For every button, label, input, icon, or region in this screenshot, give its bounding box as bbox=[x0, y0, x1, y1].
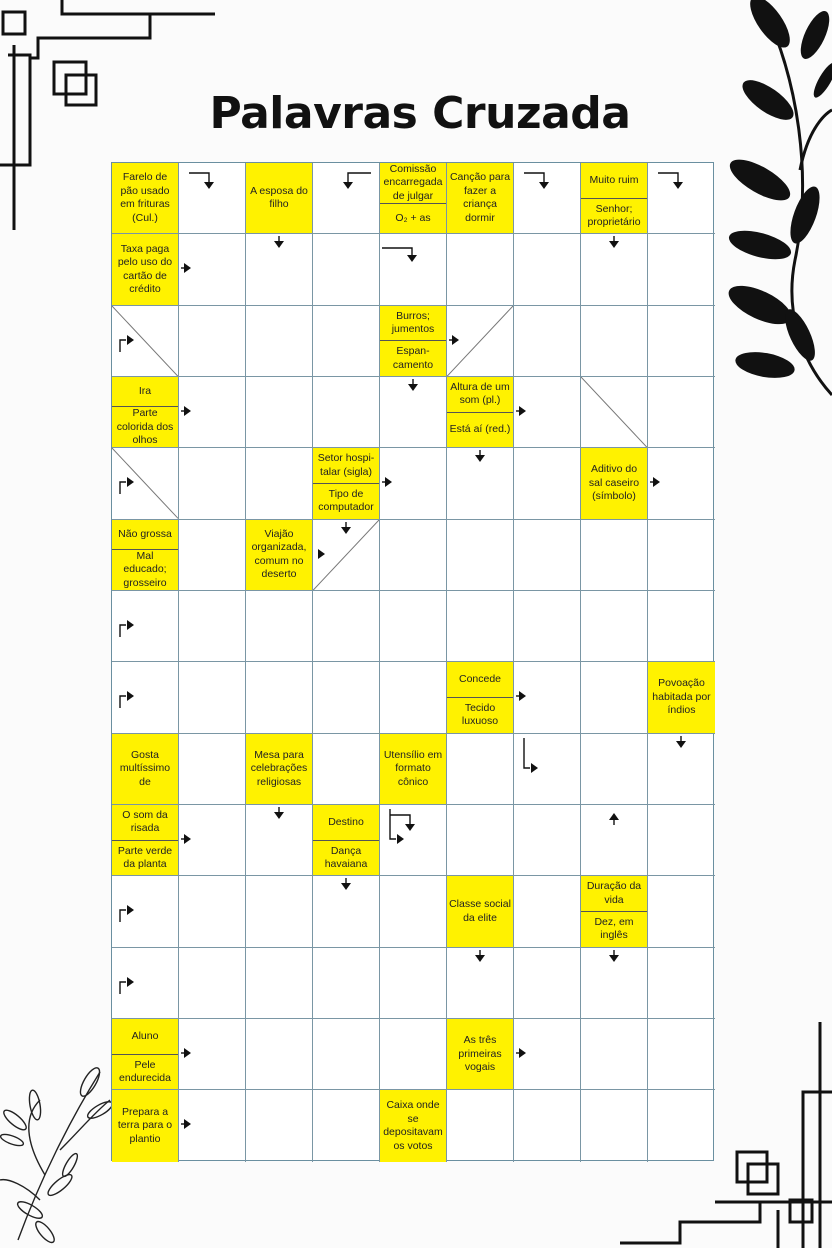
grid-cell[interactable] bbox=[112, 948, 179, 1019]
grid-cell[interactable] bbox=[246, 805, 313, 876]
arrow-down-icon bbox=[447, 948, 514, 1019]
grid-cell[interactable] bbox=[179, 1019, 246, 1090]
grid-cell[interactable] bbox=[246, 234, 313, 305]
grid-cell[interactable] bbox=[112, 306, 179, 377]
arrow-right-down-icon bbox=[648, 163, 715, 234]
grid-cell[interactable] bbox=[581, 948, 648, 1019]
clue-cell bbox=[447, 377, 514, 448]
clue-text: Tecido luxuoso bbox=[447, 697, 513, 733]
clue-text: Tipo de computador bbox=[313, 483, 379, 519]
clue-cell bbox=[380, 734, 447, 805]
clue-cell bbox=[581, 448, 648, 519]
arrow-down-icon bbox=[581, 234, 648, 305]
clue-cell bbox=[246, 734, 313, 805]
arrow-right-icon bbox=[179, 377, 246, 448]
grid-cell[interactable] bbox=[514, 662, 581, 733]
grid-cell[interactable] bbox=[581, 662, 648, 733]
clue-text: Dança havaiana bbox=[313, 840, 379, 876]
clue-cell bbox=[581, 163, 648, 234]
grid-cell[interactable] bbox=[112, 591, 179, 662]
grid-cell[interactable] bbox=[514, 948, 581, 1019]
clue-cell bbox=[112, 805, 179, 876]
clue-cell bbox=[447, 1019, 514, 1090]
clue-text: Senhor; proprietário bbox=[581, 198, 647, 234]
arrow-down-icon bbox=[246, 234, 313, 305]
clue-text: Utensílio em formato cônico bbox=[383, 748, 443, 788]
clue-text: Gosta multíssimo de bbox=[119, 748, 171, 788]
grid-cell[interactable] bbox=[313, 1090, 380, 1161]
grid-cell[interactable] bbox=[246, 1090, 313, 1161]
grid-cell[interactable] bbox=[581, 591, 648, 662]
clue-cell bbox=[581, 876, 648, 947]
grid-cell[interactable] bbox=[246, 306, 313, 377]
grid-cell[interactable] bbox=[648, 306, 715, 377]
crossword-grid bbox=[111, 162, 714, 1161]
grid-cell[interactable] bbox=[581, 234, 648, 305]
arrow-right-icon bbox=[514, 1019, 581, 1090]
grid-cell[interactable] bbox=[514, 163, 581, 234]
grid-cell[interactable] bbox=[313, 734, 380, 805]
grid-cell[interactable] bbox=[313, 662, 380, 733]
grid-cell[interactable] bbox=[648, 876, 715, 947]
grid-cell[interactable] bbox=[313, 377, 380, 448]
grid-cell[interactable] bbox=[179, 1090, 246, 1161]
clue-cell bbox=[447, 163, 514, 234]
grid-cell[interactable] bbox=[246, 876, 313, 947]
clue-cell bbox=[112, 377, 179, 448]
arrow-up-right-icon bbox=[112, 448, 179, 519]
grid-cell[interactable] bbox=[447, 734, 514, 805]
clue-text: Não grossa bbox=[118, 527, 172, 540]
grid-cell[interactable] bbox=[380, 448, 447, 519]
grid-cell[interactable] bbox=[514, 448, 581, 519]
grid-cell[interactable] bbox=[514, 591, 581, 662]
arrow-right-icon bbox=[179, 1019, 246, 1090]
clue-text: Prepara a terra para o plantio bbox=[117, 1105, 173, 1145]
clue-text: Viajão organizada, comum no deserto bbox=[251, 528, 307, 581]
arrow-right-icon bbox=[179, 805, 246, 876]
grid-cell[interactable] bbox=[581, 377, 648, 448]
grid-cell[interactable] bbox=[179, 876, 246, 947]
clue-text: A esposa do filho bbox=[250, 184, 308, 211]
arrow-left-down-icon bbox=[313, 163, 380, 234]
arrow-up-right-icon bbox=[112, 662, 179, 733]
grid-cell[interactable] bbox=[648, 591, 715, 662]
clue-text: As três primeiras vogais bbox=[458, 1034, 502, 1074]
clue-text: Pele endurecida bbox=[112, 1054, 178, 1090]
arrow-up-right-icon bbox=[112, 948, 179, 1019]
grid-cell[interactable] bbox=[246, 591, 313, 662]
grid-cell[interactable] bbox=[648, 448, 715, 519]
grid-cell[interactable] bbox=[648, 805, 715, 876]
clue-cell bbox=[313, 448, 380, 519]
grid-cell[interactable] bbox=[581, 1090, 648, 1161]
grid-cell[interactable] bbox=[179, 306, 246, 377]
arrow-down-icon bbox=[246, 805, 313, 876]
grid-cell[interactable] bbox=[380, 662, 447, 733]
clue-text: Espan-camento bbox=[380, 340, 446, 376]
grid-cell[interactable] bbox=[380, 591, 447, 662]
arrow-down-icon bbox=[581, 948, 648, 1019]
grid-cell[interactable] bbox=[648, 520, 715, 591]
grid-cell[interactable] bbox=[648, 377, 715, 448]
arrow-down-right-icon bbox=[380, 805, 447, 876]
arrow-right-icon bbox=[179, 234, 246, 305]
grid-cell[interactable] bbox=[581, 520, 648, 591]
clue-text: Altura de um som (pl.) bbox=[450, 380, 510, 407]
clue-cell bbox=[380, 163, 447, 234]
clue-text: Aditivo do sal caseiro (símbolo) bbox=[588, 463, 640, 503]
clue-text: Povoação habitada por índios bbox=[652, 677, 711, 717]
clue-text: Caixa onde se depositavam os votos bbox=[383, 1099, 443, 1152]
grid-cell[interactable] bbox=[246, 448, 313, 519]
grid-cell[interactable] bbox=[313, 1019, 380, 1090]
grid-cell[interactable] bbox=[581, 306, 648, 377]
grid-cell[interactable] bbox=[380, 520, 447, 591]
clue-text: Classe social da elite bbox=[449, 898, 511, 924]
grid-cell[interactable] bbox=[179, 591, 246, 662]
grid-cell[interactable] bbox=[380, 377, 447, 448]
grid-cell[interactable] bbox=[514, 377, 581, 448]
grid-cell[interactable] bbox=[581, 1019, 648, 1090]
arrow-down-icon bbox=[648, 734, 715, 805]
grid-cell[interactable] bbox=[112, 448, 179, 519]
arrow-down-icon bbox=[313, 520, 380, 591]
grid-cell[interactable] bbox=[179, 662, 246, 733]
arrow-corner-right-down-icon bbox=[380, 234, 447, 305]
clue-text: O₂ + as bbox=[380, 203, 446, 233]
clue-text: O som da risada bbox=[122, 808, 168, 835]
clue-cell bbox=[112, 163, 179, 234]
arrow-up-right-icon bbox=[112, 591, 179, 662]
arrow-down-icon bbox=[447, 448, 514, 519]
page-title: Palavras Cruzada bbox=[209, 88, 631, 139]
clue-text: Destino bbox=[328, 815, 364, 828]
clue-text: Aluno bbox=[131, 1029, 159, 1042]
clue-cell bbox=[447, 876, 514, 947]
grid-cell[interactable] bbox=[514, 876, 581, 947]
clue-text: Está aí (red.) bbox=[447, 412, 513, 448]
grid-cell[interactable] bbox=[447, 948, 514, 1019]
grid-cell[interactable] bbox=[648, 1090, 715, 1161]
clue-text: Ira bbox=[138, 384, 152, 397]
grid-cell[interactable] bbox=[179, 948, 246, 1019]
arrow-right-icon bbox=[514, 662, 581, 733]
grid-cell[interactable] bbox=[313, 948, 380, 1019]
grid-cell[interactable] bbox=[179, 377, 246, 448]
arrow-up-right-icon bbox=[112, 306, 179, 377]
grid-cell[interactable] bbox=[447, 306, 514, 377]
grid-cell[interactable] bbox=[179, 163, 246, 234]
grid-cell[interactable] bbox=[648, 734, 715, 805]
arrow-up-right-icon bbox=[112, 876, 179, 947]
clue-text: Dez, em inglês bbox=[581, 911, 647, 947]
grid-cell[interactable] bbox=[179, 234, 246, 305]
grid-cell[interactable] bbox=[514, 734, 581, 805]
grid-cell[interactable] bbox=[447, 520, 514, 591]
arrow-right-icon bbox=[447, 306, 514, 377]
grid-cell[interactable] bbox=[313, 306, 380, 377]
arrow-right-down-icon bbox=[514, 163, 581, 234]
grid-cell[interactable] bbox=[246, 662, 313, 733]
grid-cell[interactable] bbox=[112, 662, 179, 733]
clue-text: Burros; jumentos bbox=[391, 309, 435, 336]
clue-text: Mesa para celebrações religiosas bbox=[250, 748, 308, 788]
grid-cell[interactable] bbox=[179, 734, 246, 805]
clue-text: Taxa paga pelo uso do cartão de crédito bbox=[117, 242, 173, 295]
grid-cell[interactable] bbox=[648, 1019, 715, 1090]
arrow-down-icon bbox=[380, 377, 447, 448]
grid-cell[interactable] bbox=[514, 1090, 581, 1161]
clue-text: Concede bbox=[458, 673, 502, 686]
clue-text: Comissão encarregada de julgar bbox=[383, 163, 443, 202]
clue-text: Setor hospi-talar (sigla) bbox=[317, 452, 375, 478]
grid-cell[interactable] bbox=[246, 948, 313, 1019]
arrow-up-icon bbox=[581, 805, 648, 876]
clue-cell bbox=[313, 805, 380, 876]
grid-cell[interactable] bbox=[380, 948, 447, 1019]
clue-cell bbox=[246, 520, 313, 591]
grid-cell[interactable] bbox=[581, 734, 648, 805]
grid-cell[interactable] bbox=[246, 1019, 313, 1090]
clue-text: Duração da vida bbox=[586, 880, 642, 906]
grid-cell[interactable] bbox=[447, 1090, 514, 1161]
clue-text: Parte verde da planta bbox=[112, 840, 178, 876]
grid-cell[interactable] bbox=[447, 591, 514, 662]
grid-cell[interactable] bbox=[313, 163, 380, 234]
grid-cell[interactable] bbox=[447, 234, 514, 305]
clue-cell bbox=[112, 734, 179, 805]
grid-cell[interactable] bbox=[179, 520, 246, 591]
grid-cell[interactable] bbox=[648, 163, 715, 234]
grid-cell[interactable] bbox=[581, 805, 648, 876]
clue-cell bbox=[246, 163, 313, 234]
grid-cell[interactable] bbox=[313, 876, 380, 947]
clue-cell bbox=[112, 1019, 179, 1090]
clue-cell bbox=[112, 234, 179, 305]
grid-cell[interactable] bbox=[514, 306, 581, 377]
grid-cell[interactable] bbox=[380, 1019, 447, 1090]
arrow-right-down-icon bbox=[179, 163, 246, 234]
grid-cell[interactable] bbox=[447, 805, 514, 876]
clue-cell bbox=[112, 1090, 179, 1161]
grid-cell[interactable] bbox=[514, 234, 581, 305]
arrow-right-icon bbox=[380, 448, 447, 519]
arrow-right-icon bbox=[648, 448, 715, 519]
grid-cell[interactable] bbox=[112, 876, 179, 947]
grid-cell[interactable] bbox=[380, 876, 447, 947]
diagonal-divider-icon bbox=[581, 377, 647, 447]
arrow-right-icon bbox=[179, 1090, 246, 1161]
grid-cell[interactable] bbox=[447, 448, 514, 519]
leaf-branch-bottom-left-icon bbox=[0, 1065, 115, 1245]
clue-cell bbox=[447, 662, 514, 733]
arrow-right-icon bbox=[514, 377, 581, 448]
grid-cell[interactable] bbox=[648, 234, 715, 305]
grid-cell[interactable] bbox=[648, 948, 715, 1019]
arrow-down-right-icon bbox=[514, 734, 581, 805]
clue-text: Parte colorida dos olhos bbox=[112, 406, 178, 447]
clue-text: Muito ruim bbox=[589, 173, 639, 186]
arrow-down-icon bbox=[313, 876, 380, 947]
grid-cell[interactable] bbox=[514, 520, 581, 591]
grid-cell[interactable] bbox=[313, 520, 380, 591]
clue-cell bbox=[380, 306, 447, 377]
clue-text: Canção para fazer a criança dormir bbox=[449, 171, 511, 224]
grid-cell[interactable] bbox=[246, 377, 313, 448]
clue-cell bbox=[112, 520, 179, 591]
grid-cell[interactable] bbox=[380, 234, 447, 305]
grid-cell[interactable] bbox=[179, 448, 246, 519]
leaf-branch-top-right-icon bbox=[723, 0, 832, 395]
grid-cell[interactable] bbox=[514, 805, 581, 876]
clue-cell bbox=[648, 662, 715, 733]
grid-cell[interactable] bbox=[313, 234, 380, 305]
grid-cell[interactable] bbox=[313, 591, 380, 662]
grid-cell[interactable] bbox=[514, 1019, 581, 1090]
grid-cell[interactable] bbox=[179, 805, 246, 876]
grid-cell[interactable] bbox=[380, 805, 447, 876]
clue-cell bbox=[380, 1090, 447, 1161]
clue-text: Farelo de pão usado em frituras (Cul.) bbox=[120, 171, 170, 224]
clue-text: Mal educado; grosseiro bbox=[112, 549, 178, 590]
